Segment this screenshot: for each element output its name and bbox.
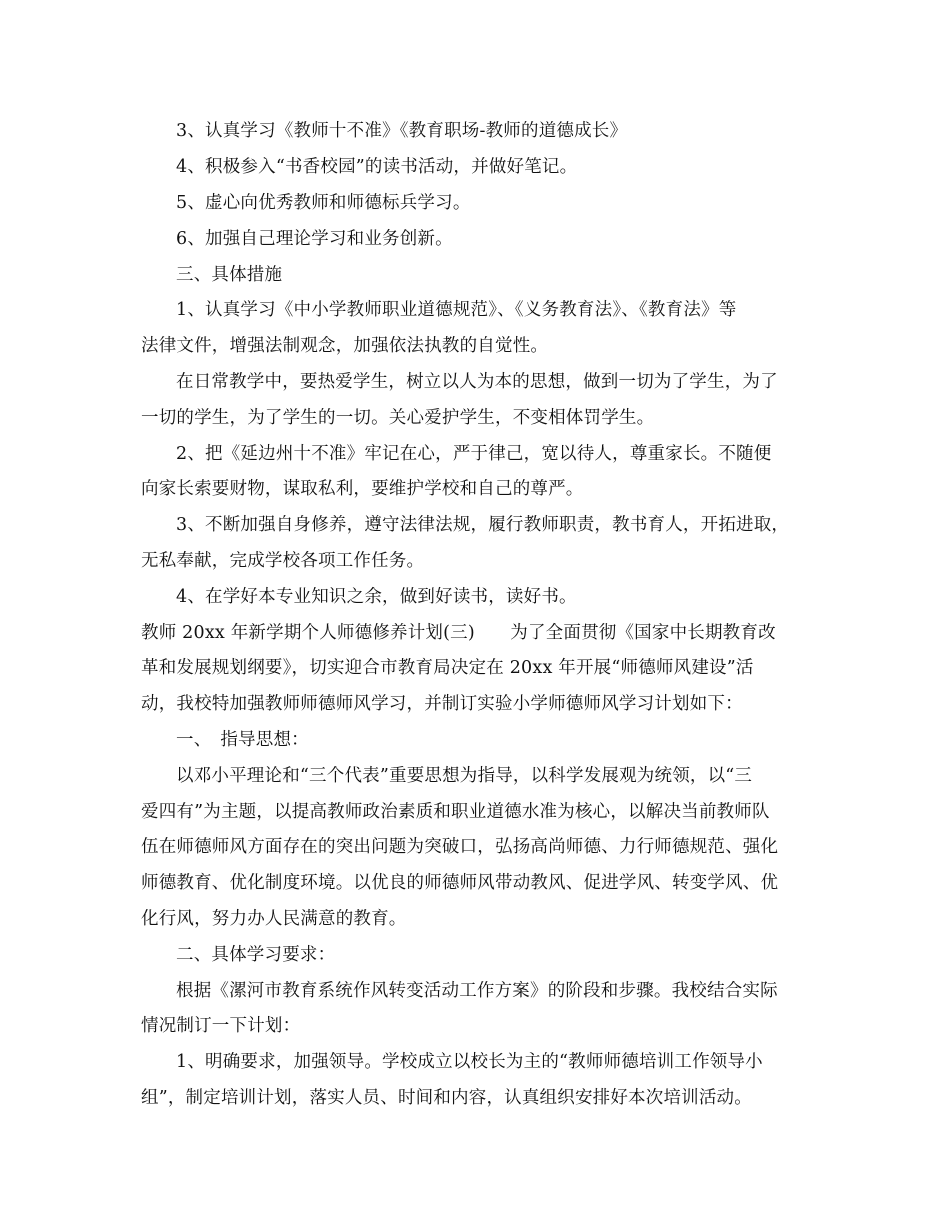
text-line: 4、在学好本专业知识之余，做到好读书，读好书。 xyxy=(176,587,577,607)
text-line: 动，我校特加强教师师德师风学习，并制订实验小学师德师风学习计划如下： xyxy=(141,694,743,714)
text-line: 2、把《延边州十不准》牢记在心，严于律己，宽以待人，尊重家长。不随便 xyxy=(176,444,772,464)
text-line: 5、虚心向优秀教师和师德标兵学习。 xyxy=(176,193,471,213)
section-heading: 三、具体措施 xyxy=(176,265,283,285)
text-line: 1、认真学习《中小学教师职业道德规范》、《义务教育法》、《教育法》等 xyxy=(176,300,737,320)
text-line: 6、加强自己理论学习和业务创新。 xyxy=(176,229,453,249)
text-line: 4、积极参入“书香校园”的读书活动，并做好笔记。 xyxy=(176,157,578,177)
text-line: 一切的学生，为了学生的一切。关心爱护学生，不变相体罚学生。 xyxy=(141,408,655,428)
text-line: 根据《漯河市教育系统作风转变活动工作方案》的阶段和步骤。我校结合实际 xyxy=(176,981,778,1001)
section-heading: 一、 指导思想： xyxy=(176,730,309,750)
section-heading: 二、具体学习要求： xyxy=(176,945,336,965)
text-line: 3、不断加强自身修养，遵守法律法规，履行教师职责，教书育人，开拓进取， xyxy=(176,515,790,535)
text-line: 化行风，努力办人民满意的教育。 xyxy=(141,909,407,929)
text-line: 无私奉献，完成学校各项工作任务。 xyxy=(141,551,425,571)
text-line: 以邓小平理论和“三个代表”重要思想为指导，以科学发展观为统领，以“三 xyxy=(176,766,753,786)
text-line: 在日常教学中，要热爱学生，树立以人为本的思想，做到一切为了学生，为了 xyxy=(176,372,778,392)
text-line: 师德教育、优化制度环境。以优良的师德师风带动教风、促进学风、转变学风、优 xyxy=(141,873,779,893)
text-line: 法律文件，增强法制观念，加强依法执教的自觉性。 xyxy=(141,336,549,356)
text-line: 3、认真学习《教师十不准》《教育职场-教师的道德成长》 xyxy=(176,121,628,141)
text-line: 组”，制定培训计划，落实人员、时间和内容，认真组织安排好本次培训活动。 xyxy=(141,1088,752,1108)
text-line: 1、明确要求，加强领导。学校成立以校长为主的“教师师德培训工作领导小 xyxy=(176,1052,763,1072)
text-line: 情况制订一下计划： xyxy=(141,1016,301,1036)
text-line: 伍在师德师风方面存在的突出问题为突破口，弘扬高尚师德、力行师德规范、强化 xyxy=(141,837,779,857)
text-line: 向家长索要财物，谋取私利，要维护学校和自己的尊严。 xyxy=(141,479,584,499)
text-line: 爱四有”为主题，以提高教师政治素质和职业道德水准为核心，以解决当前教师队 xyxy=(141,802,770,822)
text-line: 教师 20xx 年新学期个人师德修养计划(三) 为了全面贯彻《国家中长期教育改 xyxy=(141,623,776,643)
text-line: 革和发展规划纲要》，切实迎合市教育局决定在 20xx 年开展“师德师风建设”活 xyxy=(141,658,754,678)
